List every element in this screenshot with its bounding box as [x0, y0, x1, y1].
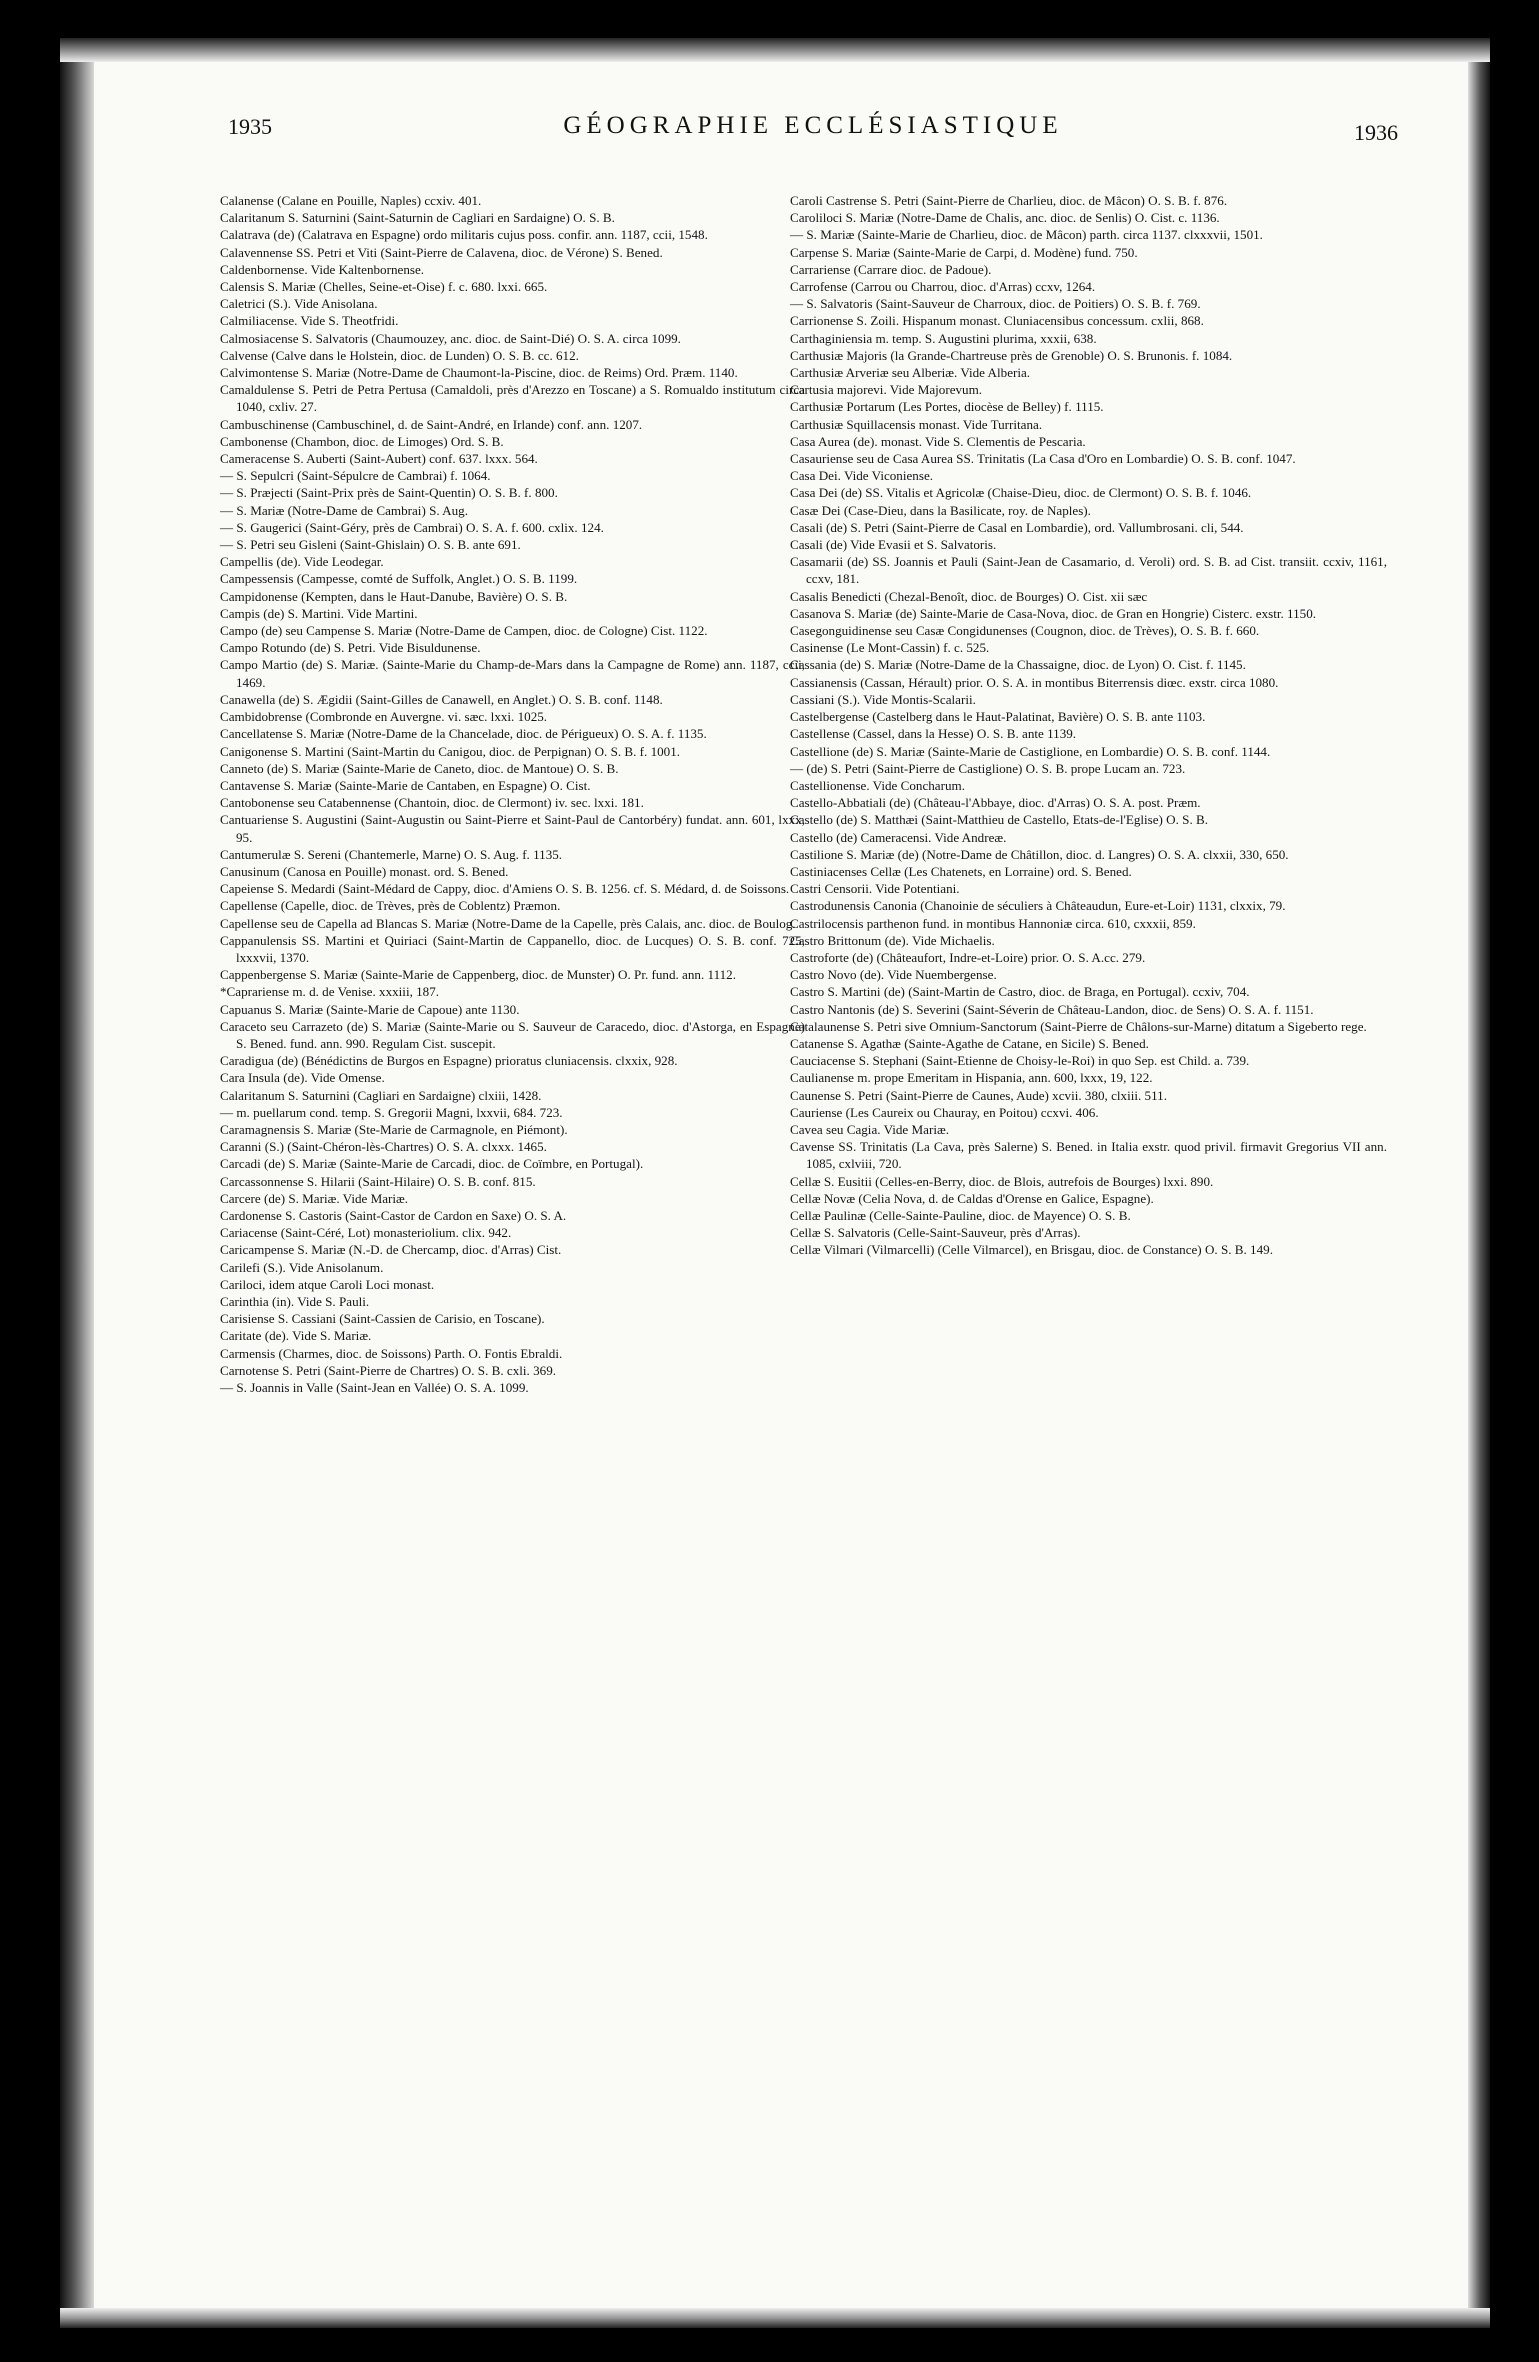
index-entry: Calavennense SS. Petri et Viti (Saint-Pierre de Calavena, dioc. de Vérone) S. Bened.	[220, 244, 663, 260]
left-page-number: 1935	[228, 114, 272, 139]
index-entry: Cellæ Vilmari (Vilmarcelli) (Celle Vilmarcel), en Brisgau, dioc. de Constance) O. S. B. 149.	[790, 1242, 1273, 1258]
scan-shadow-right	[1468, 38, 1490, 2328]
index-entry: — m. puellarum cond. temp. S. Gregorii Magni, lxxvii, 684. 723.	[220, 1104, 563, 1120]
index-entry: Campo (de) seu Campense S. Mariæ (Notre-Dame de Campen, dioc. de Cologne) Cist. 1122.	[220, 623, 708, 639]
index-entry: Campis (de) S. Martini. Vide Martini.	[220, 605, 418, 621]
index-entry: Castellione (de) S. Mariæ (Sainte-Marie de Castiglione, en Lombardie) O. S. B. conf. 1144.	[790, 743, 1271, 759]
index-entry: Campessensis (Campesse, comté de Suffolk, Anglet.) O. S. B. 1199.	[220, 571, 578, 587]
index-entry: Cambonense (Chambon, dioc. de Limoges) Ord. S. B.	[220, 433, 504, 449]
index-entry: Cavense SS. Trinitatis (La Cava, près Salerne) S. Bened. in Italia exstr. quod privil. firmavit Gregorius VII ann. 1085, cxlviii, 720.	[790, 1139, 1387, 1172]
index-entry: Calaritanum S. Saturnini (Cagliari en Sardaigne) clxiii, 1428.	[220, 1087, 542, 1103]
index-entry: Cellæ Paulinæ (Celle-Sainte-Pauline, dioc. de Mayence) O. S. B.	[790, 1207, 1131, 1223]
index-entry: Caramagnensis S. Mariæ (Ste-Marie de Carmagnole, en Piémont).	[220, 1121, 568, 1137]
index-entry: — S. Gaugerici (Saint-Géry, près de Cambrai) O. S. A. f. 600. cxlix. 124.	[220, 519, 604, 535]
index-entry: Castro S. Martini (de) (Saint-Martin de Castro, dioc. de Braga, en Portugal). ccxiv, 704.	[790, 984, 1250, 1000]
index-entry: — S. Petri seu Gisleni (Saint-Ghislain) O. S. B. ante 691.	[220, 537, 521, 553]
index-entry: Canawella (de) S. Ægidii (Saint-Gilles de Canawell, en Anglet.) O. S. B. conf. 1148.	[220, 691, 663, 707]
index-entry: — S. Mariæ (Notre-Dame de Cambrai) S. Aug.	[220, 502, 469, 518]
index-entry: Caletrici (S.). Vide Anisolana.	[220, 296, 378, 312]
index-entry: Carrariense (Carrare dioc. de Padoue).	[790, 261, 992, 277]
index-entry: Capellense seu de Capella ad Blancas S. Mariæ (Notre-Dame de la Capelle, près Calais, anc. dioc. de Boulog.	[220, 915, 796, 931]
index-entry: — S. Salvatoris (Saint-Sauveur de Charroux, dioc. de Poitiers) O. S. B. f. 769.	[790, 296, 1201, 312]
index-entry: Cancellatense S. Mariæ (Notre-Dame de la Chancelade, dioc. de Périgueux) O. S. A. f. 1135.	[220, 726, 707, 742]
index-entry: Cantuariense S. Augustini (Saint-Augustin ou Saint-Pierre et Saint-Paul de Cantorbéry) fundat. ann. 601, lxxx, 95.	[220, 812, 805, 845]
index-entry: Caunense S. Petri (Saint-Pierre de Caunes, Aude) xcvii. 380, clxiii. 511.	[790, 1087, 1167, 1103]
index-entry: Castiniacenses Cellæ (Les Chatenets, en Lorraine) ord. S. Bened.	[790, 863, 1132, 879]
index-entry: *Caprariense m. d. de Venise. xxxiii, 187.	[220, 984, 440, 1000]
index-entry: Castrodunensis Canonia (Chanoinie de séculiers à Châteaudun, Eure-et-Loir) 1131, clxxix, 79.	[790, 898, 1286, 914]
index-entry: Cariacense (Saint-Céré, Lot) monasteriolium. clix. 942.	[220, 1225, 512, 1241]
index-entry: Cassania (de) S. Mariæ (Notre-Dame de la Chassaigne, dioc. de Lyon) O. Cist. f. 1145.	[790, 657, 1246, 673]
index-entry: Caroli Castrense S. Petri (Saint-Pierre de Charlieu, dioc. de Mâcon) O. S. B. f. 876.	[790, 193, 1228, 208]
left-column	[220, 192, 805, 1396]
index-entry: Cantavense S. Mariæ (Sainte-Marie de Cantaben, en Espagne) O. Cist.	[220, 777, 591, 793]
index-entry: Calmiliacense. Vide S. Theotfridi.	[220, 313, 399, 329]
index-entry: Cantobonense seu Catabennense (Chantoin, dioc. de Clermont) iv. sec. lxxi. 181.	[220, 795, 644, 811]
scan-shadow-top	[60, 38, 1490, 62]
index-entry: Caradigua (de) (Bénédictins de Burgos en Espagne) prioratus cluniacensis. clxxix, 928.	[220, 1053, 678, 1069]
scan-shadow-left	[60, 38, 94, 2328]
scan-shadow-bottom	[60, 2308, 1490, 2328]
index-entry: Carcere (de) S. Mariæ. Vide Mariæ.	[220, 1190, 409, 1206]
index-entry: Castellionense. Vide Concharum.	[790, 777, 965, 793]
running-header	[228, 112, 1398, 152]
index-entry: Cantumerulæ S. Sereni (Chantemerle, Marne) O. S. Aug. f. 1135.	[220, 846, 563, 862]
running-title: GÉOGRAPHIE ECCLÉSIASTIQUE	[563, 112, 1063, 139]
index-entry: Casa Aurea (de). monast. Vide S. Clementis de Pescaria.	[790, 433, 1086, 449]
index-entry: Cambidobrense (Combronde en Auvergne. vi. sæc. lxxi. 1025.	[220, 709, 548, 725]
index-entry: Canigonense S. Martini (Saint-Martin du Canigou, dioc. de Perpignan) O. S. B. f. 1001.	[220, 743, 681, 759]
index-entry: Capuanus S. Mariæ (Sainte-Marie de Capoue) ante 1130.	[220, 1001, 520, 1017]
index-entry: Castello (de) Cameracensi. Vide Andreæ.	[790, 829, 1007, 845]
index-entry: Catalaunense S. Petri sive Omnium-Sanctorum (Saint-Pierre de Châlons-sur-Marne) ditatum a Sigeberto rege.	[790, 1018, 1367, 1034]
index-entry: Casamarii (de) SS. Joannis et Pauli (Saint-Jean de Casamario, d. Veroli) ord. S. B. ad Cist. transiit. ccxiv, 1161, ccxv, 181.	[790, 554, 1387, 587]
index-entry: Carthusiæ Squillacensis monast. Vide Turritana.	[790, 416, 1043, 432]
index-entry: Castrilocensis parthenon fund. in montibus Hannoniæ circa. 610, cxxxii, 859.	[790, 915, 1196, 931]
index-entry: Casa Dei (de) SS. Vitalis et Agricolæ (Chaise-Dieu, dioc. de Clermont) O. S. B. f. 1046.	[790, 485, 1252, 501]
index-entry: Castro Brittonum (de). Vide Michaelis.	[790, 932, 995, 948]
index-entry: Carmensis (Charmes, dioc. de Soissons) Parth. O. Fontis Ebraldi.	[220, 1345, 563, 1361]
index-entry: Carthusiæ Majoris (la Grande-Chartreuse près de Grenoble) O. S. Brunonis. f. 1084.	[790, 347, 1233, 363]
index-entry: Camaldulense S. Petri de Petra Pertusa (Camaldoli, près d'Arezzo en Toscane) a S. Romualdo institutum circa 1040, cxliv. 27.	[220, 382, 805, 415]
index-entry: Cameracense S. Auberti (Saint-Aubert) conf. 637. lxxx. 564.	[220, 451, 538, 467]
index-entry: Carthusiæ Arveriæ seu Alberiæ. Vide Alberia.	[790, 365, 1031, 381]
index-entry: Casegonguidinense seu Casæ Congidunenses (Cougnon, dioc. de Trèves), O. S. B. f. 660.	[790, 623, 1260, 639]
index-entry: Calaritanum S. Saturnini (Saint-Saturnin de Cagliari en Sardaigne) O. S. B.	[220, 210, 615, 226]
index-entry: Caritate (de). Vide S. Mariæ.	[220, 1328, 372, 1344]
index-entry: Catanense S. Agathæ (Sainte-Agathe de Catane, en Sicile) S. Bened.	[790, 1035, 1149, 1051]
index-entry: Carthusiæ Portarum (Les Portes, diocèse de Belley) f. 1115.	[790, 399, 1104, 415]
index-entry: Castello (de) S. Matthæi (Saint-Matthieu de Castello, Etats-de-l'Eglise) O. S. B.	[790, 812, 1209, 828]
index-entry: Capellense (Capelle, dioc. de Trèves, près de Coblentz) Præmon.	[220, 898, 561, 914]
index-entry: Casali (de) S. Petri (Saint-Pierre de Casal en Lombardie), ord. Vallumbrosani. cli, 544.	[790, 519, 1244, 535]
index-entry: Castellense (Cassel, dans la Hesse) O. S. B. ante 1139.	[790, 726, 1077, 742]
index-entry: Carcassonnense S. Hilarii (Saint-Hilaire) O. S. B. conf. 815.	[220, 1173, 536, 1189]
index-entry: Cappenbergense S. Mariæ (Sainte-Marie de Cappenberg, dioc. de Munster) O. Pr. fund. ann. 1112.	[220, 967, 737, 983]
index-entry: Campidonense (Kempten, dans le Haut-Danube, Bavière) O. S. B.	[220, 588, 568, 604]
index-entry: Casalis Benedicti (Chezal-Benoît, dioc. de Bourges) O. Cist. xii sæc	[790, 588, 1148, 604]
index-entry: Cauriense (Les Caureix ou Chauray, en Poitou) ccxvi. 406.	[790, 1104, 1099, 1120]
index-entry: — S. Joannis in Valle (Saint-Jean en Vallée) O. S. A. 1099.	[220, 1380, 529, 1396]
index-entry: Cara Insula (de). Vide Omense.	[220, 1070, 385, 1086]
index-entry: Cappanulensis SS. Martini et Quiriaci (Saint-Martin de Cappanello, dioc. de Lucques) O. S. B. conf. 725, lxxxvii, 1370.	[220, 932, 805, 965]
index-entry: Carinthia (in). Vide S. Pauli.	[220, 1294, 370, 1309]
index-entry: Castilione S. Mariæ (de) (Notre-Dame de Châtillon, dioc. d. Langres) O. S. A. clxxii, 330, 650.	[790, 846, 1289, 862]
index-entry: — (de) S. Petri (Saint-Pierre de Castiglione) O. S. B. prope Lucam an. 723.	[790, 760, 1186, 776]
index-entry: Cassianensis (Cassan, Hérault) prior. O. S. A. in montibus Biterrensis diœc. exstr. circa 1080.	[790, 674, 1279, 690]
index-entry: Caulianense m. prope Emeritam in Hispania, ann. 600, lxxx, 19, 122.	[790, 1070, 1153, 1086]
index-entry: Caldenbornense. Vide Kaltenbornense.	[220, 261, 425, 277]
index-entry: Casauriense seu de Casa Aurea SS. Trinitatis (La Casa d'Oro en Lombardie) O. S. B. conf. 1047.	[790, 451, 1296, 467]
index-entry: — S. Sepulcri (Saint-Sépulcre de Cambrai) f. 1064.	[220, 468, 491, 484]
index-entry: Cardonense S. Castoris (Saint-Castor de Cardon en Saxe) O. S. A.	[220, 1207, 567, 1223]
index-entry: Calatrava (de) (Calatrava en Espagne) ordo militaris cujus poss. confir. ann. 1187, ccii, 1548.	[220, 227, 708, 243]
index-entry: Castro Novo (de). Vide Nuembergense.	[790, 967, 997, 983]
index-entry: Cartusia majorevi. Vide Majorevum.	[790, 382, 983, 398]
index-entry: Castri Censorii. Vide Potentiani.	[790, 881, 960, 897]
index-entry: Campellis (de). Vide Leodegar.	[220, 554, 384, 570]
index-entry: Casali (de) Vide Evasii et S. Salvatoris.	[790, 537, 997, 553]
index-entry: Carrionense S. Zoili. Hispanum monast. Cluniacensibus concessum. cxlii, 868.	[790, 313, 1204, 329]
index-entry: Caraceto seu Carrazeto (de) S. Mariæ (Sainte-Marie ou S. Sauveur de Caracedo, dioc. d'Astorga, en Espagne) S. Bened. fund. ann. 990. Regulam Cist. suscepit.	[220, 1018, 805, 1051]
index-entry: Calvimontense S. Mariæ (Notre-Dame de Chaumont-la-Piscine, dioc. de Reims) Ord. Præm. 1140.	[220, 365, 738, 381]
index-entry: Castello-Abbatiali (de) (Château-l'Abbaye, dioc. d'Arras) O. S. A. post. Præm.	[790, 795, 1201, 811]
index-entry: Cellæ S. Salvatoris (Celle-Saint-Sauveur, près d'Arras).	[790, 1225, 1081, 1241]
index-entry: Castro Nantonis (de) S. Severini (Saint-Séverin de Château-Landon, dioc. de Sens) O. S. A. f. 1151.	[790, 1001, 1314, 1017]
index-entry: Calanense (Calane en Pouille, Naples) ccxiv. 401.	[220, 193, 482, 208]
index-entry: Capeiense S. Medardi (Saint-Médard de Cappy, dioc. d'Amiens O. S. B. 1256. cf. S. Médard, d. de Soissons.	[220, 881, 790, 897]
index-entry: Calvense (Calve dans le Holstein, dioc. de Lunden) O. S. B. cc. 612.	[220, 347, 579, 363]
index-entry: Campo Martio (de) S. Mariæ. (Sainte-Marie du Champ-de-Mars dans la Campagne de Rome) ann. 1187, ccii, 1469.	[220, 657, 805, 690]
index-entry: Cariloci, idem atque Caroli Loci monast.	[220, 1276, 435, 1292]
index-entry: Cellæ S. Eusitii (Celles-en-Berry, dioc. de Blois, autrefois de Bourges) lxxi. 890.	[790, 1173, 1214, 1189]
index-entry: Carilefi (S.). Vide Anisolanum.	[220, 1259, 384, 1275]
index-entry: Casanova S. Mariæ (de) Sainte-Marie de Casa-Nova, dioc. de Gran en Hongrie) Cisterc. exstr. 1150.	[790, 605, 1317, 621]
index-entry: Castroforte (de) (Châteaufort, Indre-et-Loire) prior. O. S. A.cc. 279.	[790, 949, 1146, 965]
index-entry: — S. Præjecti (Saint-Prix près de Saint-Quentin) O. S. B. f. 800.	[220, 485, 558, 501]
index-entry: Casæ Dei (Case-Dieu, dans la Basilicate, roy. de Naples).	[790, 502, 1091, 518]
index-entry: Carpense S. Mariæ (Sainte-Marie de Carpi, d. Modène) fund. 750.	[790, 244, 1138, 260]
index-entry: Caricampense S. Mariæ (N.-D. de Chercamp, dioc. d'Arras) Cist.	[220, 1242, 562, 1258]
index-entry: Cassiani (S.). Vide Montis-Scalarii.	[790, 691, 976, 707]
index-entry: Calmosiacense S. Salvatoris (Chaumouzey, anc. dioc. de Saint-Dié) O. S. A. circa 1099.	[220, 330, 681, 346]
index-entry: Carnotense S. Petri (Saint-Pierre de Chartres) O. S. B. cxli. 369.	[220, 1362, 557, 1378]
index-entry: Carthaginiensia m. temp. S. Augustini plurima, xxxii, 638.	[790, 330, 1097, 346]
right-page-number: 1936	[1354, 120, 1398, 145]
index-entry: Canneto (de) S. Mariæ (Sainte-Marie de Caneto, dioc. de Mantoue) O. S. B.	[220, 760, 619, 776]
index-entry: Caranni (S.) (Saint-Chéron-lès-Chartres) O. S. A. clxxx. 1465.	[220, 1139, 547, 1155]
index-entry: Castelbergense (Castelberg dans le Haut-Palatinat, Bavière) O. S. B. ante 1103.	[790, 709, 1206, 725]
index-entry: Casa Dei. Vide Viconiense.	[790, 468, 934, 484]
index-entry: Carrofense (Carrou ou Charrou, dioc. d'Arras) ccxv, 1264.	[790, 279, 1096, 295]
index-entry: Carcadi (de) S. Mariæ (Sainte-Marie de Carcadi, dioc. de Coïmbre, en Portugal).	[220, 1156, 644, 1172]
index-entry: Cavea seu Cagia. Vide Mariæ.	[790, 1121, 949, 1137]
index-entry: Cellæ Novæ (Celia Nova, d. de Caldas d'Orense en Galice, Espagne).	[790, 1190, 1154, 1206]
index-entry: Cauciacense S. Stephani (Saint-Etienne de Choisy-le-Roi) in quo Sep. est Child. a. 739.	[790, 1053, 1250, 1069]
index-entry: Campo Rotundo (de) S. Petri. Vide Bisuldunense.	[220, 640, 481, 656]
index-entry: Caroliloci S. Mariæ (Notre-Dame de Chalis, anc. dioc. de Senlis) O. Cist. c. 1136.	[790, 210, 1220, 226]
index-entry: Carisiense S. Cassiani (Saint-Cassien de Carisio, en Toscane).	[220, 1311, 545, 1327]
index-entry: Cambuschinense (Cambuschinel, d. de Saint-André, en Irlande) conf. ann. 1207.	[220, 416, 643, 432]
index-entry: — S. Mariæ (Sainte-Marie de Charlieu, dioc. de Mâcon) parth. circa 1137. clxxxvii, 1501.	[790, 227, 1263, 243]
index-entry: Canusinum (Canosa en Pouille) monast. ord. S. Bened.	[220, 863, 509, 879]
index-entry: Casinense (Le Mont-Cassin) f. c. 525.	[790, 640, 990, 656]
index-entry: Calensis S. Mariæ (Chelles, Seine-et-Oise) f. c. 680. lxxi. 665.	[220, 279, 548, 295]
right-column	[790, 192, 1387, 1259]
